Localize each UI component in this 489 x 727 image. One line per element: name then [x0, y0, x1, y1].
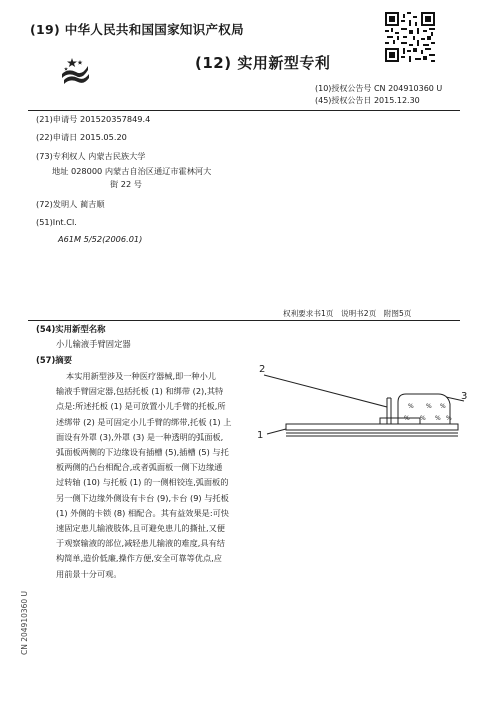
abstract-divider [28, 320, 460, 321]
header-divider [28, 110, 460, 111]
inventor: 蔺吉顺 [79, 199, 105, 209]
pub-date: 2015.12.30 [373, 96, 420, 105]
inventor-row [36, 198, 105, 211]
address-row-2 [110, 178, 142, 191]
intcl-label: (51)Int.Cl. [36, 217, 77, 227]
abstract-line: 构简单,造价低廉,操作方便,安全可靠等优点,应 [56, 553, 222, 564]
app-no-label: (21)申请号 [36, 114, 78, 124]
application-number-row [36, 113, 150, 126]
slot-mark: % [426, 403, 432, 410]
doc-type-code: (12) [195, 54, 232, 72]
abstract-label: (57)摘要 [36, 355, 73, 365]
abstract-line: (1) 外侧的卡锁 (8) 相配合。其有益效果是:可快 [56, 507, 229, 518]
publication-info [315, 83, 442, 107]
abstract-line: 于观察输液的部位,减轻患儿输液的难度,具有结 [56, 538, 225, 549]
address-line-1: 028000 内蒙古自治区通辽市霍林河大 [71, 166, 212, 176]
cnipa-logo-icon [58, 54, 92, 88]
abstract-line: 用前景十分可观。 [56, 568, 122, 579]
device-drawing [250, 362, 470, 452]
slot-mark: % [408, 403, 414, 410]
bottom-boss [380, 418, 420, 424]
pub-no: CN 204910360 U [373, 84, 443, 93]
slot-mark: % [420, 415, 426, 422]
address-label: 地址 [52, 166, 69, 176]
address-line-2: 街 22 号 [110, 179, 142, 189]
app-date: 2015.05.20 [79, 132, 127, 142]
slot-mark: % [440, 403, 446, 410]
pub-no-label: (10)授权公告号 [315, 84, 372, 93]
slot-mark: % [404, 415, 410, 422]
label-3: 3 [461, 391, 468, 402]
abstract-line: 板两侧的凸台相配合,或者弧面板一侧下边缘通 [56, 462, 223, 473]
doc-type-title [195, 52, 330, 73]
patentee-label: (73)专利权人 [36, 151, 86, 161]
abstract-line: 弧面板两侧的下边缘设有插槽 (5),插槽 (5) 与托 [56, 447, 229, 458]
office-header [30, 20, 244, 38]
intcl-row [36, 216, 77, 229]
inventor-label: (72)发明人 [36, 199, 78, 209]
leader-line-2 [264, 375, 387, 407]
abstract-line: 输液手臂固定器,包括托板 (1) 和绑带 (2),其特 [56, 386, 224, 397]
abstract-line: 点是:所述托板 (1) 是可放置小儿手臂的托板,所 [56, 401, 226, 412]
leader-line-1 [267, 429, 286, 434]
doc-type-label: 实用新型专利 [237, 54, 331, 72]
base-plate [286, 424, 458, 430]
slot-mark: % [435, 415, 441, 422]
page-count: 权利要求书1页 说明书2页 附图5页 [283, 309, 412, 318]
side-publication-id: CN 204910360 U [20, 590, 29, 655]
abstract-line: 过转轴 (10) 与托板 (1) 的一侧相铰连,弧面板的 [56, 477, 229, 488]
country-code: (19) [30, 22, 61, 37]
address-row [52, 165, 211, 178]
qr-code-icon [385, 12, 435, 62]
abstract-line: 另一侧下边缘外侧设有卡台 (9),卡台 (9) 与托板 [56, 492, 229, 503]
patentee: 内蒙古民族大学 [88, 151, 146, 161]
office-name: 中华人民共和国国家知识产权局 [64, 22, 244, 37]
abstract-line: 面设有外罩 (3),外罩 (3) 是一种透明的弧面板, [56, 431, 224, 442]
app-date-label: (22)申请日 [36, 132, 78, 142]
patentee-row [36, 150, 146, 163]
app-no: 201520357849.4 [79, 114, 151, 124]
intcl-value: A61M 5/52(2006.01) [58, 234, 143, 244]
label-1: 1 [257, 430, 264, 441]
application-date-row [36, 131, 127, 144]
title-section-label: (54)实用新型名称 [36, 324, 106, 334]
label-2: 2 [259, 364, 266, 375]
utility-model-title: 小儿输液手臂固定器 [56, 339, 131, 349]
slot-mark: % [446, 415, 452, 422]
abstract-body [56, 369, 246, 582]
abstract-line: 述绑带 (2) 是可固定小儿手臂的绑带,托板 (1) 上 [56, 416, 232, 427]
abstract-line: 速固定患儿输液肢体,且可避免患儿的撕扯,又便 [56, 523, 225, 534]
pub-date-label: (45)授权公告日 [315, 96, 372, 105]
abstract-line: 本实用新型涉及一种医疗器械,即一种小儿 [66, 371, 216, 381]
